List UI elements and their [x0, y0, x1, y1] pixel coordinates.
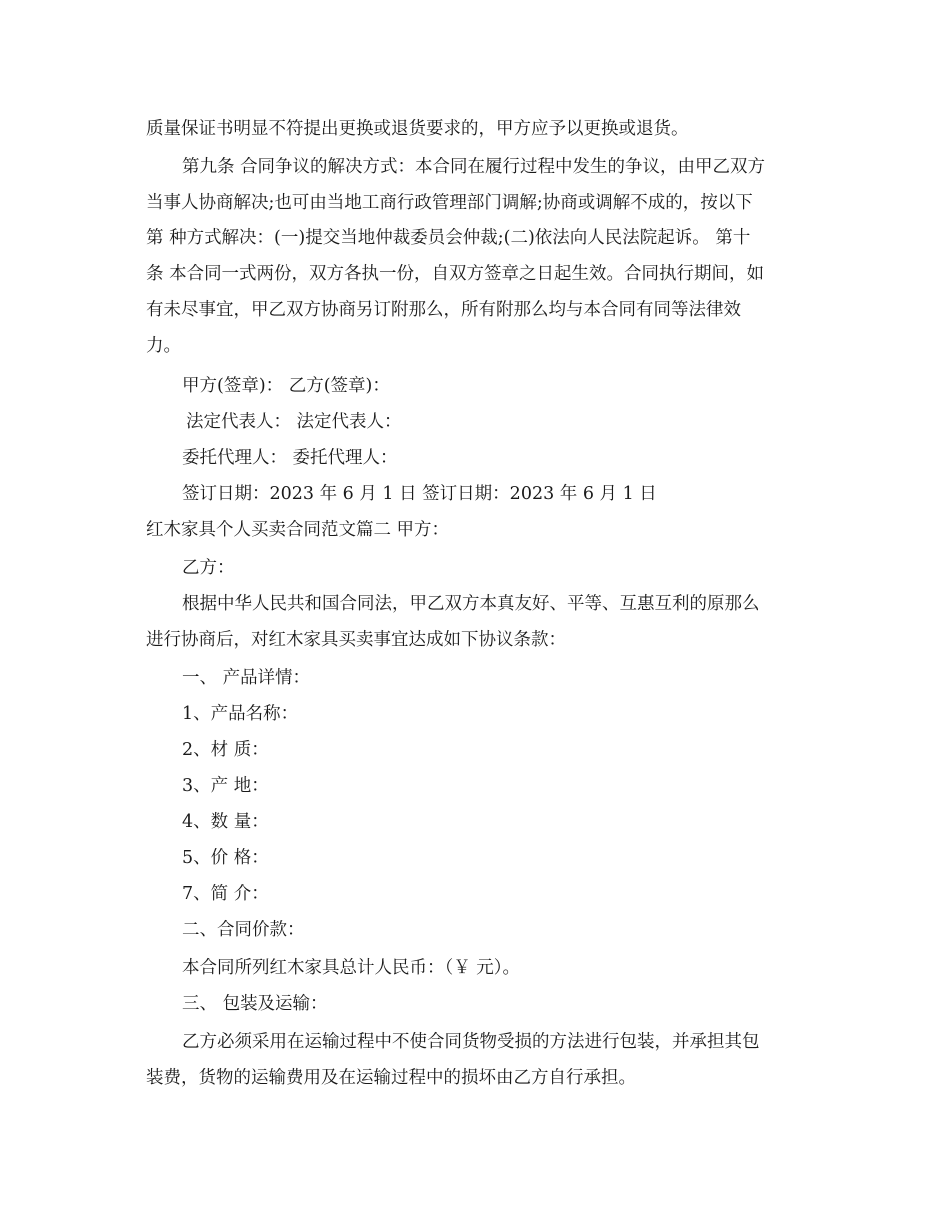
heading-product-details: 一、 产品详情：: [182, 668, 311, 688]
agent-line: 委托代理人： 委托代理人：: [182, 448, 398, 468]
text-line: 根据中华人民共和国合同法，甲乙双方本真友好、平等、互惠互利的原那么: [182, 594, 760, 614]
text-line: 当事人协商解决;也可由当地工商行政管理部门调解;协商或调解不成的，按以下: [146, 193, 753, 213]
list-item: 3、产 地：: [182, 776, 269, 796]
text-line: 力。: [146, 336, 181, 356]
text-line: 进行协商后，对红木家具买卖事宜达成如下协议条款：: [146, 630, 566, 650]
text-line: 乙方必须采用在运输过程中不使合同货物受损的方法进行包装，并承担其包: [182, 1032, 760, 1052]
text-line: 条 本合同一式两份，双方各执一份，自双方签章之日起生效。合同执行期间，如: [146, 264, 765, 284]
signing-date-line: 签订日期：2023 年 6 月 1 日 签订日期：2023 年 6 月 1 日: [182, 484, 657, 504]
text-line: 质量保证书明显不符提出更换或退货要求的，甲方应予以更换或退货。: [146, 119, 689, 139]
representative-line: 法定代表人： 法定代表人：: [186, 412, 402, 432]
heading-contract-price: 二、合同价款：: [182, 920, 305, 940]
section-title: 红木家具个人买卖合同范文篇二 甲方：: [146, 520, 450, 540]
text-line: 第 种方式解决：(一)提交当地仲裁委员会仲裁;(二)依法向人民法院起诉。 第十: [146, 228, 751, 248]
signature-line: 甲方(签章)： 乙方(签章)：: [182, 376, 390, 396]
text-line: 装费，货物的运输费用及在运输过程中的损坏由乙方自行承担。: [146, 1068, 636, 1088]
list-item: 7、简 介：: [182, 884, 269, 904]
text-line: 有未尽事宜，甲乙双方协商另订附那么，所有附那么均与本合同有同等法律效: [146, 300, 741, 320]
list-item: 1、产品名称：: [182, 704, 299, 724]
heading-packaging: 三、 包装及运输：: [182, 994, 328, 1014]
text-line: 本合同所列红木家具总计人民币：（￥ 元）。: [182, 958, 521, 978]
list-item: 2、材 质：: [182, 740, 269, 760]
party-b-line: 乙方：: [182, 558, 235, 578]
article-9-line: 第九条 合同争议的解决方式：本合同在履行过程中发生的争议，由甲乙双方: [182, 157, 766, 177]
list-item: 5、价 格：: [182, 848, 269, 868]
list-item: 4、数 量：: [182, 812, 269, 832]
